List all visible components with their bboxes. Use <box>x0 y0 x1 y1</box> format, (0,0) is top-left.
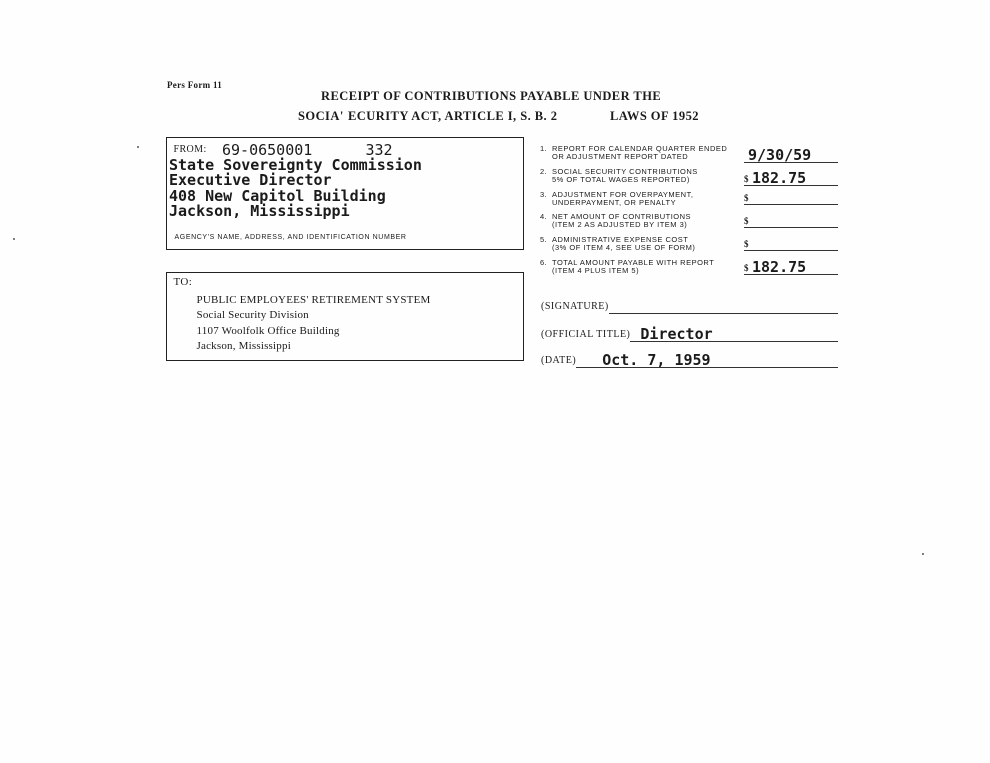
date-label: (DATE) <box>541 355 577 366</box>
form-number: Pers Form 11 <box>167 80 223 90</box>
agency-officer: Executive Director <box>169 171 332 190</box>
currency-symbol: $ <box>744 216 749 226</box>
item-value-field <box>744 211 838 228</box>
item-value-field <box>744 258 838 275</box>
item-value: 182.75 <box>752 169 807 187</box>
from-label: FROM: <box>173 143 207 155</box>
official-title-label: (OFFICIAL TITLE) <box>541 329 631 340</box>
agency-street: 408 New Capitol Building <box>169 186 386 205</box>
item-label-line-1: SOCIAL SECURITY CONTRIBUTIONS <box>552 167 698 176</box>
item-label-line-1: TOTAL AMOUNT PAYABLE WITH REPORT <box>552 258 715 267</box>
item-label <box>552 213 691 229</box>
item-label-line-2: OR ADJUSTMENT REPORT DATED <box>552 152 689 161</box>
item-number: 6. <box>540 258 548 267</box>
signature-row <box>541 300 838 314</box>
item-label-line-2: (ITEM 4 PLUS ITEM 5) <box>552 266 640 275</box>
item-contributions <box>540 168 840 186</box>
item-label <box>552 259 714 275</box>
item-label-line-1: ADJUSTMENT FOR OVERPAYMENT, <box>552 190 694 199</box>
currency-symbol: $ <box>744 239 749 249</box>
signature-line <box>609 298 838 314</box>
item-label <box>552 168 698 184</box>
item-value-field <box>744 188 838 205</box>
item-label <box>552 145 727 161</box>
item-label-line-1: NET AMOUNT OF CONTRIBUTIONS <box>552 212 692 221</box>
item-label-line-1: ADMINISTRATIVE EXPENSE COST <box>552 235 689 244</box>
scan-speck <box>137 146 139 148</box>
title-line-2-part-b: ECURITY ACT, ARTICLE I, S. B. 2 <box>348 109 558 123</box>
item-adjustment <box>540 191 840 205</box>
item-value-field <box>744 146 838 163</box>
item-label-line-2: (3% OF ITEM 4, SEE USE OF FORM) <box>552 243 696 252</box>
title-line-2-part-c: LAWS OF 1952 <box>610 109 699 123</box>
agency-name: State Sovereignty Commission <box>169 156 422 174</box>
official-title-row <box>541 326 838 342</box>
item-admin-cost <box>540 236 840 251</box>
item-label-line-2: 5% OF TOTAL WAGES REPORTED) <box>552 175 690 184</box>
recipient-division: Social Security Division <box>196 309 309 322</box>
date-row <box>541 351 838 368</box>
item-net-amount <box>540 213 840 228</box>
title-line-2-part-a: SOCIA' <box>298 109 344 123</box>
to-label: TO: <box>173 276 193 288</box>
agency-code: 332 <box>365 141 393 159</box>
currency-symbol: $ <box>744 263 749 273</box>
scan-speck <box>922 553 924 555</box>
item-label <box>552 191 693 207</box>
recipient-city: Jackson, Mississippi <box>196 340 291 353</box>
agency-address <box>169 158 422 219</box>
item-value: 9/30/59 <box>748 146 812 164</box>
item-value-field <box>744 234 838 251</box>
currency-symbol: $ <box>744 193 749 203</box>
scan-speck <box>13 238 15 240</box>
item-number: 4. <box>540 212 548 221</box>
date-line <box>576 352 838 368</box>
item-number: 1. <box>540 144 548 153</box>
currency-symbol: $ <box>744 174 749 184</box>
item-total-payable <box>540 259 840 275</box>
title-line-1: RECEIPT OF CONTRIBUTIONS PAYABLE UNDER THE <box>321 89 662 103</box>
item-number: 5. <box>540 235 548 244</box>
official-title-value: Director <box>640 325 713 343</box>
date-value: Oct. 7, 1959 <box>602 351 711 369</box>
recipient-name: PUBLIC EMPLOYEES' RETIREMENT SYSTEM <box>196 293 431 306</box>
agency-city: Jackson, Mississippi <box>169 201 350 220</box>
item-value: 182.75 <box>752 258 807 276</box>
item-label-line-2: UNDERPAYMENT, OR PENALTY <box>552 198 677 207</box>
item-number: 2. <box>540 167 548 176</box>
item-number: 3. <box>540 190 548 199</box>
item-label <box>552 236 695 252</box>
recipient-street: 1107 Woolfolk Office Building <box>196 324 340 337</box>
from-box-caption: AGENCY'S NAME, ADDRESS, AND IDENTIFICATION NUMBER <box>174 233 407 241</box>
official-title-line <box>630 326 838 342</box>
signature-label: (SIGNATURE) <box>541 301 609 312</box>
item-label-line-2: (ITEM 2 AS ADJUSTED BY ITEM 3) <box>552 220 688 229</box>
item-value-field <box>744 169 838 186</box>
item-label-line-1: REPORT FOR CALENDAR QUARTER ENDED <box>552 144 728 153</box>
agency-id-number: 69-0650001 <box>222 141 313 159</box>
from-box <box>166 137 524 250</box>
item-report-quarter <box>540 145 840 163</box>
recipient-address <box>197 293 431 355</box>
to-box <box>166 272 524 361</box>
